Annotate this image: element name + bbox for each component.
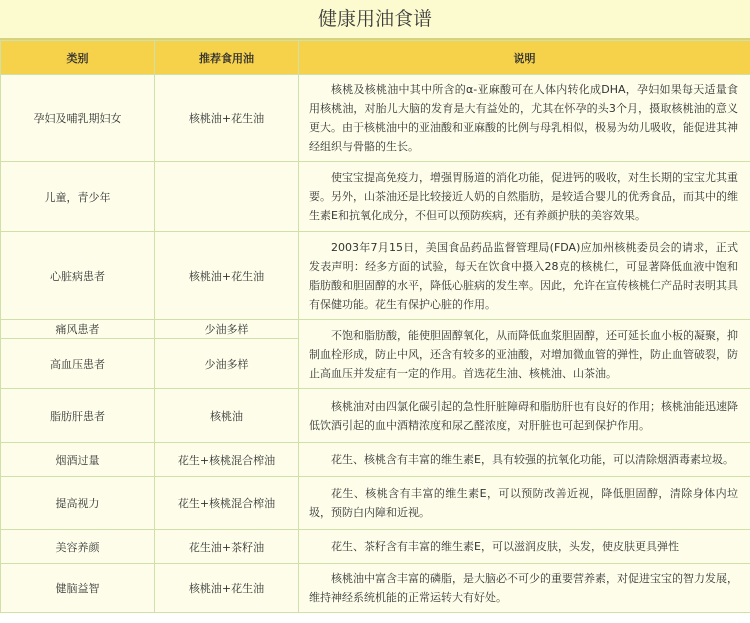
table-row [1,389,750,443]
row-oil: 花生+核桃混合榨油 [155,443,299,477]
row-category: 提高视力 [1,477,155,530]
header-description: 说明 [299,41,750,75]
row-description: 2003年7月15日，美国食品药品监督管理局(FDA)应加州核桃委员会的请求，正式发表声明：经多方面的试验，每天在饮食中摄入28克的核桃仁，可显著降低血液中饱和脂肪酸和胆固醇的水平，降低心脏病的发生率。因此，允许在宣传核桃仁产品时表明其具有保健功能。花生有保护心脏的作用。 [299,232,750,320]
row-description: 核桃油对由四氯化碳引起的急性肝脏障碍和脂肪肝也有良好的作用；核桃油能迅速降低饮酒引起的血中酒精浓度和尿乙醛浓度，对肝脏也可起到保护作用。 [299,389,750,443]
row-category: 孕妇及哺乳期妇女 [1,75,155,162]
row-category: 脂肪肝患者 [1,389,155,443]
row-description: 花生、核桃含有丰富的维生素E，可以预防改善近视，降低胆固醇，清除身体内垃圾，预防白内障和近视。 [299,477,750,530]
row-oil [155,162,299,232]
row-description: 核桃油中富含丰富的磷脂，是大脑必不可少的重要营养素，对促进宝宝的智力发展，维持神经系统机能的正常运转大有好处。 [299,564,750,613]
header-oil: 推荐食用油 [155,41,299,75]
table-row [1,162,750,232]
oil-recipe-table [0,40,750,613]
row-category: 美容养颜 [1,530,155,564]
row-oil: 花生油+茶籽油 [155,530,299,564]
row-category: 健脑益智 [1,564,155,613]
table-row [1,443,750,477]
table-row [1,320,750,339]
row-oil: 核桃油+花生油 [155,564,299,613]
row-category: 儿童，青少年 [1,162,155,232]
row-oil: 核桃油+花生油 [155,75,299,162]
table-row [1,530,750,564]
row-description: 核桃及核桃油中其中所含的α-亚麻酸可在人体内转化成DHA，孕妇如果每天适量食用核桃油，对胎儿大脑的发育是大有益处的，尤其在怀孕的头3个月，摄取核桃油的意义更大。由于核桃油中的亚油酸和亚麻酸的比例与母乳相似，极易为幼儿吸收，能促进其神经组织与骨骼的生长。 [299,75,750,162]
row-oil: 少油多样 [155,320,299,339]
table-row [1,564,750,613]
row-category: 高血压患者 [1,339,155,389]
row-oil: 花生+核桃混合榨油 [155,477,299,530]
row-oil: 核桃油+花生油 [155,232,299,320]
row-category: 心脏病患者 [1,232,155,320]
table-header-row [1,41,750,75]
row-description: 花生、核桃含有丰富的维生素E，具有较强的抗氧化功能，可以清除烟酒毒素垃圾。 [299,443,750,477]
row-description: 使宝宝提高免疫力，增强胃肠道的消化功能，促进钙的吸收，对生长期的宝宝尤其重要。另外，山茶油还是比较接近人奶的自然脂肪，是较适合婴儿的优秀食品，而其中的维生素E和抗氧化成分，不但可以预防疾病，还有养颜护肤的美容效果。 [299,162,750,232]
row-category: 痛风患者 [1,320,155,339]
row-description: 花生、茶籽含有丰富的维生素E，可以滋润皮肤，头发，使皮肤更具弹性 [299,530,750,564]
row-description: 不饱和脂肪酸，能使胆固醇氧化，从而降低血浆胆固醇，还可延长血小板的凝聚，抑制血栓形成，防止中风，还含有较多的亚油酸，对增加微血管的弹性，防止血管破裂，防止高血压并发症有一定的作用。首选花生油、核桃油、山茶油。 [299,320,750,389]
row-oil: 核桃油 [155,389,299,443]
table-row [1,75,750,162]
table-row [1,232,750,320]
table-row [1,477,750,530]
header-category: 类别 [1,41,155,75]
row-oil: 少油多样 [155,339,299,389]
row-category: 烟酒过量 [1,443,155,477]
page-title: 健康用油食谱 [0,0,750,40]
